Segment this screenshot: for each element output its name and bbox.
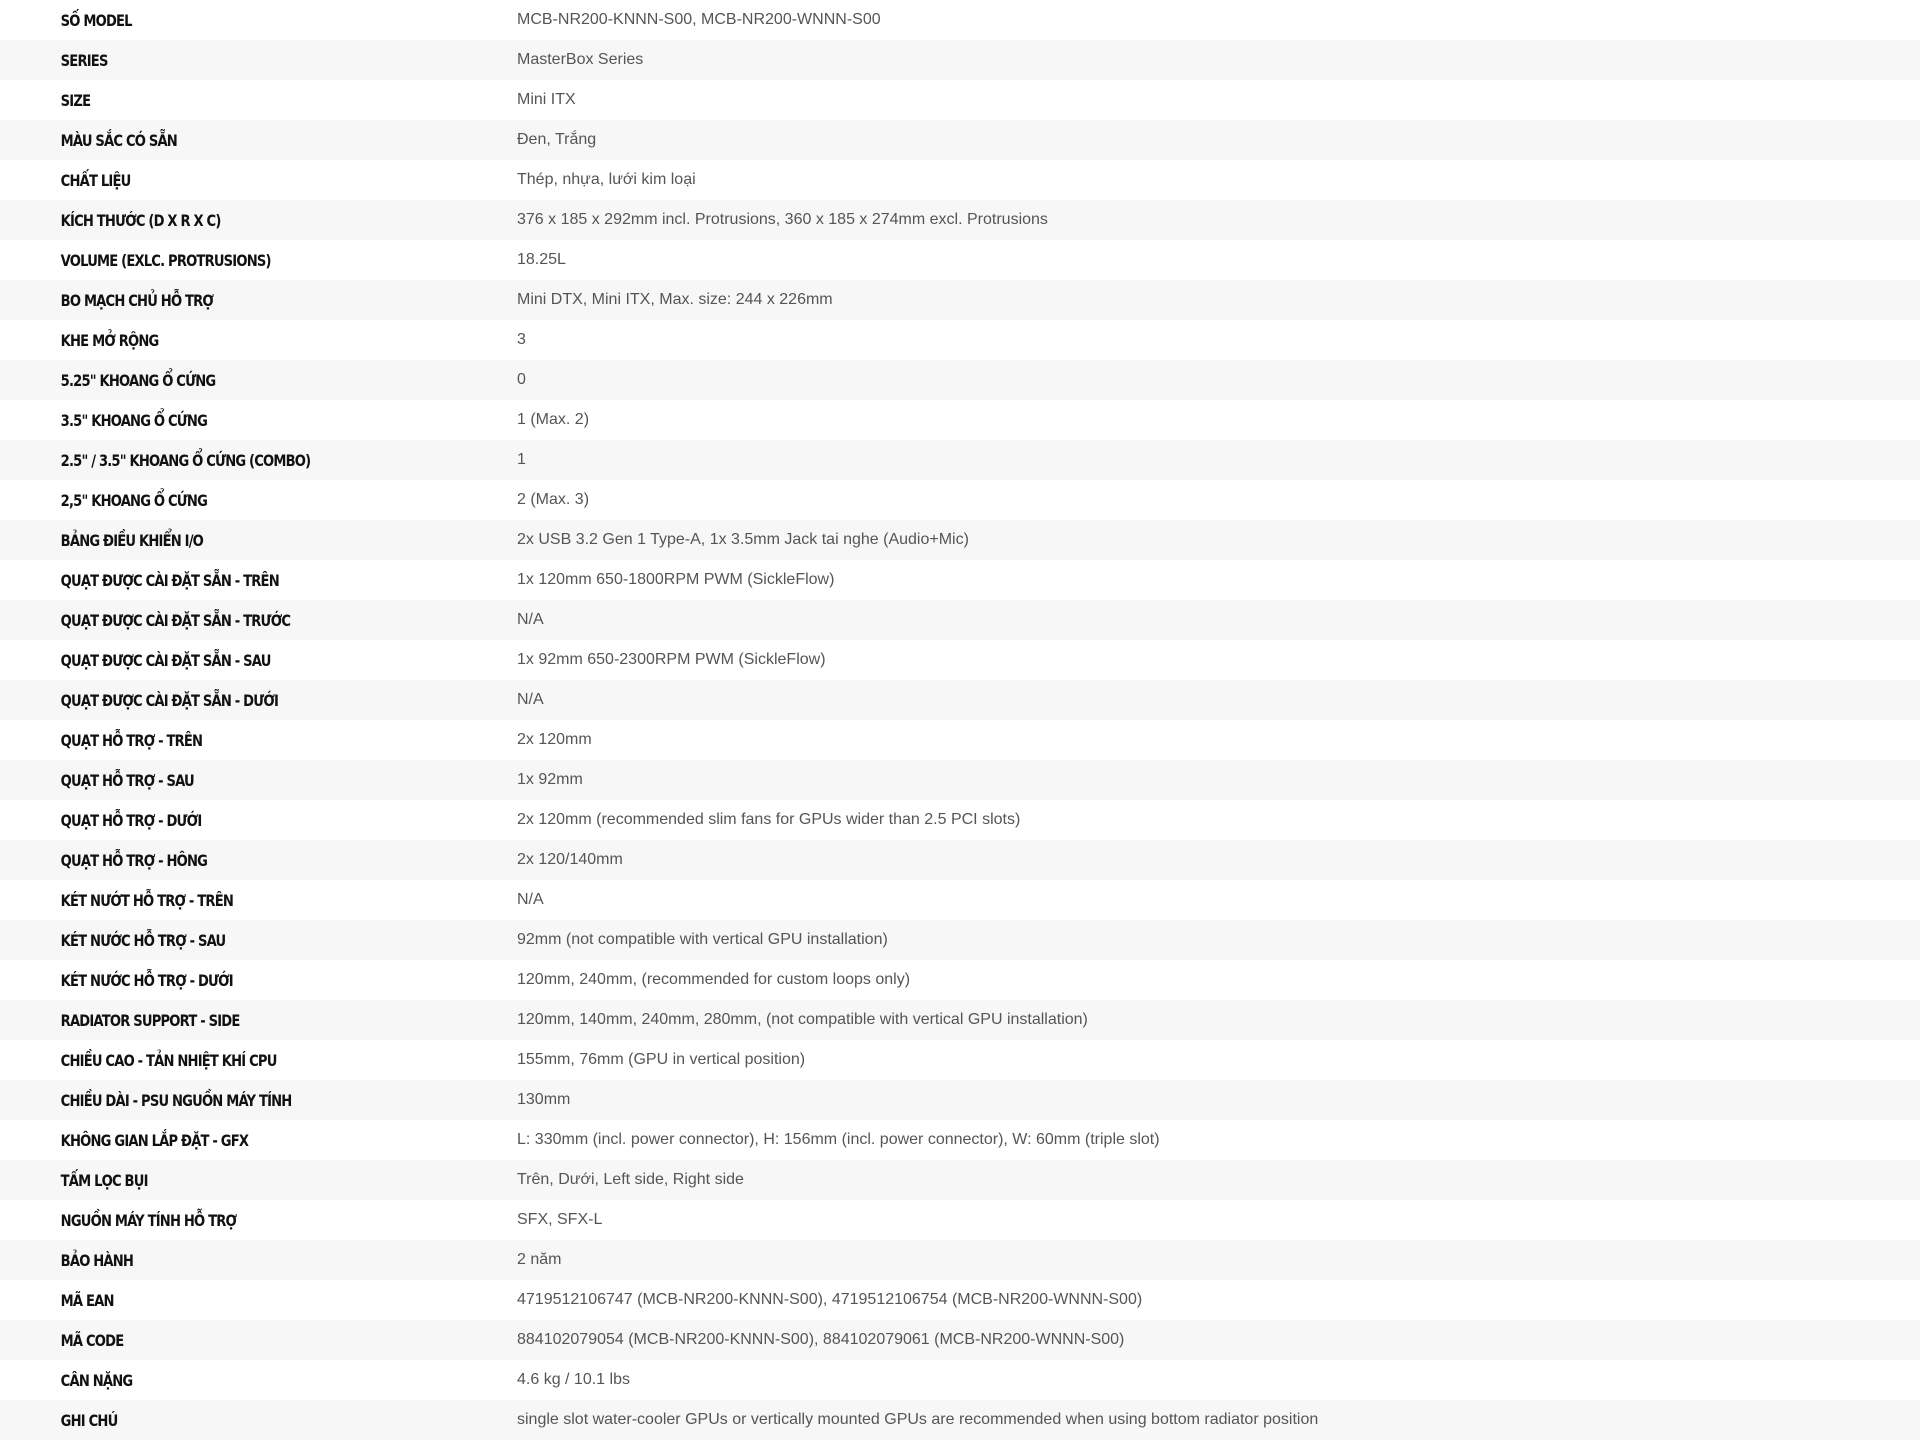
spec-value: 18.25L [517,251,566,268]
spec-row [0,1120,1920,1160]
spec-label: SERIES [60,50,108,70]
spec-row [0,80,1920,120]
spec-value: 1x 120mm 650-1800RPM PWM (SickleFlow) [517,571,835,588]
spec-label: BO MẠCH CHỦ HỖ TRỢ [60,290,214,310]
spec-value: 2x 120mm (recommended slim fans for GPUs wider than 2.5 PCI slots) [517,811,1021,828]
spec-value: single slot water-cooler GPUs or vertically mounted GPUs are recommended when using bottom radiator position [517,1411,1319,1428]
spec-label: KÍCH THƯỚC (D X R X C) [60,210,221,230]
spec-label: CÂN NẶNG [60,1370,133,1390]
spec-value: SFX, SFX-L [517,1211,603,1228]
spec-value: 2x 120mm [517,731,592,748]
spec-value: 884102079054 (MCB-NR200-KNNN-S00), 884102079061 (MCB-NR200-WNNN-S00) [517,1331,1125,1348]
spec-row [0,1040,1920,1080]
spec-label: KÉT NƯỚT HỖ TRỢ - TRÊN [60,890,233,910]
spec-label: QUẠT ĐƯỢC CÀI ĐẶT SẴN - TRÊN [60,570,279,590]
spec-row [0,680,1920,720]
spec-row [0,840,1920,880]
spec-row [0,1240,1920,1280]
spec-label: KÉT NƯỚC HỖ TRỢ - DƯỚI [60,970,233,990]
spec-value: 1x 92mm 650-2300RPM PWM (SickleFlow) [517,651,826,668]
spec-label: 5.25" KHOANG Ổ CỨNG [60,370,216,390]
spec-row [0,1320,1920,1360]
spec-row [0,1400,1920,1440]
spec-row [0,440,1920,480]
spec-value: Trên, Dưới, Left side, Right side [517,1171,744,1188]
spec-label: GHI CHÚ [60,1410,118,1430]
spec-value: Mini DTX, Mini ITX, Max. size: 244 x 226mm [517,291,833,308]
spec-label: SỐ MODEL [60,10,132,30]
spec-label: CHIỀU DÀI - PSU NGUỒN MÁY TÍNH [60,1090,292,1110]
spec-value: Đen, Trắng [517,131,597,148]
spec-row [0,1360,1920,1400]
spec-label: TẤM LỌC BỤI [60,1170,148,1190]
spec-label: 2,5" KHOANG Ổ CỨNG [60,490,208,510]
spec-row [0,40,1920,80]
spec-row [0,200,1920,240]
spec-label: QUẠT ĐƯỢC CÀI ĐẶT SẴN - DƯỚI [60,690,279,710]
spec-value: N/A [517,691,544,708]
spec-row [0,880,1920,920]
spec-value: L: 330mm (incl. power connector), H: 156mm (incl. power connector), W: 60mm (triple slot) [517,1131,1160,1148]
spec-value: 1x 92mm [517,771,583,788]
spec-label: MÀU SẮC CÓ SẴN [60,130,177,150]
spec-label: CHIỀU CAO - TẢN NHIỆT KHÍ CPU [60,1050,277,1070]
spec-value: 120mm, 140mm, 240mm, 280mm, (not compatible with vertical GPU installation) [517,1011,1088,1028]
spec-value: 2x 120/140mm [517,851,623,868]
spec-value: N/A [517,611,544,628]
spec-label: QUẠT ĐƯỢC CÀI ĐẶT SẴN - TRƯỚC [60,610,291,630]
spec-value: 2x USB 3.2 Gen 1 Type-A, 1x 3.5mm Jack tai nghe (Audio+Mic) [517,531,969,548]
spec-row [0,400,1920,440]
spec-value: MasterBox Series [517,51,644,68]
spec-row [0,360,1920,400]
spec-label: MÃ EAN [60,1290,114,1310]
spec-row [0,800,1920,840]
spec-row [0,520,1920,560]
spec-row [0,600,1920,640]
spec-row [0,0,1920,40]
spec-row [0,280,1920,320]
spec-row [0,760,1920,800]
spec-label: KHÔNG GIAN LẮP ĐẶT - GFX [60,1130,249,1150]
spec-value: 376 x 185 x 292mm incl. Protrusions, 360 x 185 x 274mm excl. Protrusions [517,211,1048,228]
spec-value: 0 [517,371,526,388]
spec-value: Thép, nhựa, lưới kim loại [517,171,696,188]
spec-label: CHẤT LIỆU [60,170,131,190]
spec-row [0,960,1920,1000]
spec-label: BẢO HÀNH [60,1250,134,1270]
spec-row [0,320,1920,360]
spec-row [0,480,1920,520]
spec-label: RADIATOR SUPPORT - SIDE [60,1010,240,1030]
spec-row [0,120,1920,160]
spec-value: 3 [517,331,526,348]
spec-row [0,160,1920,200]
spec-row [0,1080,1920,1120]
spec-row [0,240,1920,280]
spec-row [0,920,1920,960]
spec-label: 2.5" / 3.5" KHOANG Ổ CỨNG (COMBO) [60,450,311,470]
spec-label: SIZE [60,90,91,110]
spec-value: 1 [517,451,526,468]
spec-label: QUẠT ĐƯỢC CÀI ĐẶT SẴN - SAU [60,650,271,670]
spec-label: KHE MỞ RỘNG [60,330,159,350]
spec-label: BẢNG ĐIỀU KHIỂN I/O [60,530,204,550]
spec-value: 1 (Max. 2) [517,411,590,428]
spec-value: 92mm (not compatible with vertical GPU installation) [517,931,888,948]
spec-label: 3.5" KHOANG Ổ CỨNG [60,410,208,430]
spec-value: 155mm, 76mm (GPU in vertical position) [517,1051,806,1068]
spec-label: VOLUME (EXLC. PROTRUSIONS) [60,250,271,270]
spec-row [0,560,1920,600]
spec-value: Mini ITX [517,91,576,108]
spec-row [0,1200,1920,1240]
spec-label: QUẠT HỖ TRỢ - DƯỚI [60,810,202,830]
spec-value: 130mm [517,1091,571,1108]
spec-row [0,640,1920,680]
spec-label: KÉT NƯỚC HỖ TRỢ - SAU [60,930,226,950]
spec-row [0,720,1920,760]
spec-label: NGUỒN MÁY TÍNH HỖ TRỢ [60,1210,237,1230]
spec-value: 4.6 kg / 10.1 lbs [517,1371,630,1388]
spec-row [0,1280,1920,1320]
spec-label: QUẠT HỖ TRỢ - HÔNG [60,850,208,870]
spec-value: 2 năm [517,1251,562,1268]
spec-value: MCB-NR200-KNNN-S00, MCB-NR200-WNNN-S00 [517,11,881,28]
spec-label: QUẠT HỖ TRỢ - SAU [60,770,194,790]
spec-value: 4719512106747 (MCB-NR200-KNNN-S00), 4719512106754 (MCB-NR200-WNNN-S00) [517,1291,1143,1308]
spec-row [0,1160,1920,1200]
spec-value: 120mm, 240mm, (recommended for custom loops only) [517,971,911,988]
spec-row [0,1000,1920,1040]
spec-value: N/A [517,891,544,908]
spec-label: QUẠT HỖ TRỢ - TRÊN [60,730,203,750]
spec-value: 2 (Max. 3) [517,491,590,508]
spec-label: MÃ CODE [60,1330,124,1350]
